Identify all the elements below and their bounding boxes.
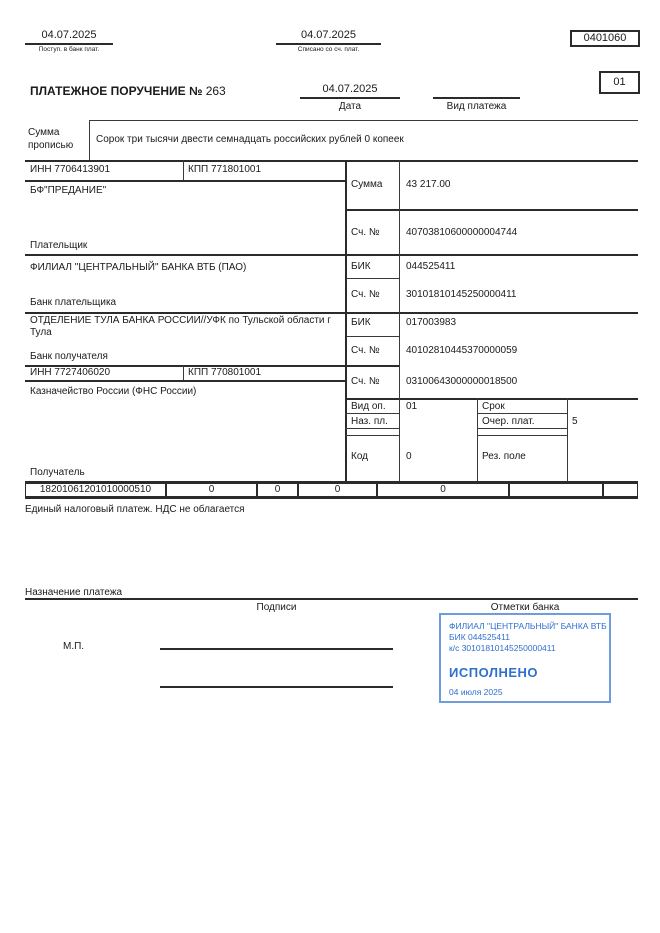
kod-label: Код [351, 451, 369, 462]
payee-account-label: Сч. № [351, 376, 380, 387]
payer-account-value: 40703810600000004744 [406, 227, 518, 238]
tax-type-cell [604, 484, 635, 496]
srok-label: Срок [482, 401, 505, 412]
payer-bank-bik-value: 044525411 [406, 261, 456, 272]
form-code-box: 0401060 [570, 30, 640, 47]
payer-inn: ИНН 7706413901 [30, 164, 111, 175]
payer-bank-account-value: 30101810145250000411 [406, 289, 517, 300]
payer-label: Плательщик [30, 240, 88, 251]
grid-line [345, 336, 399, 337]
payment-kind-box: 01 [599, 71, 640, 94]
grid-line [477, 398, 478, 481]
tax-period-cell: 0 [299, 484, 378, 496]
debited-date-caption: Списано со сч. плат. [297, 46, 360, 53]
grid-line [345, 278, 399, 279]
naz-pl-label: Наз. пл. [351, 416, 388, 427]
received-date-underline [25, 43, 113, 45]
grid-line [25, 180, 345, 182]
grid-line [345, 435, 399, 436]
signatures-label: Подписи [256, 602, 297, 613]
payee-label: Получатель [30, 467, 85, 478]
payee-bank-label: Банк получателя [30, 351, 108, 362]
sum-label: Сумма [351, 179, 383, 190]
ocher-plat-label: Очер. плат. [482, 416, 535, 427]
document-number: 263 [205, 84, 226, 98]
stamp-bik: БИК 044525411 [449, 632, 510, 642]
grid-line [567, 398, 568, 481]
document-date-underline [300, 97, 400, 99]
document-title [30, 84, 226, 98]
signature-line [160, 648, 393, 650]
grid-line [345, 398, 638, 400]
payer-bank-label: Банк плательщика [30, 297, 117, 308]
grid-line [345, 413, 399, 414]
grid-line [25, 254, 638, 256]
grid-line [183, 160, 184, 180]
payer-bank-account-label: Сч. № [351, 289, 380, 300]
bank-stamp [439, 613, 611, 703]
tax-docnum-cell: 0 [378, 484, 510, 496]
payer-account-label: Сч. № [351, 227, 380, 238]
vid-op-value: 01 [406, 401, 418, 412]
stamp-corr-account: к/с 30101810145250000411 [449, 643, 556, 653]
vid-op-label: Вид оп. [351, 401, 386, 412]
payer-bank-bik-label: БИК [351, 261, 371, 272]
received-date-caption: Поступ. в банк плат. [38, 46, 100, 53]
payment-type-caption: Вид платежа [446, 101, 507, 112]
payee-bank-account-value: 40102810445370000059 [406, 345, 518, 356]
bank-marks-label: Отметки банка [490, 602, 560, 613]
grid-line [345, 428, 399, 429]
amount-words-label: Сумма прописью [28, 127, 74, 151]
tax-fields-row [25, 483, 638, 499]
document-title-text: ПЛАТЕЖНОЕ ПОРУЧЕНИЕ № [30, 84, 203, 98]
payee-inn: ИНН 7727406020 [30, 367, 111, 378]
purpose-text: Единый налоговый платеж. НДС не облагается [25, 504, 245, 515]
payee-account-value: 03100643000000018500 [406, 376, 518, 387]
payee-kpp: КПП 770801001 [188, 367, 262, 378]
payee-bank-account-label: Сч. № [351, 345, 380, 356]
debited-date-underline [276, 43, 381, 45]
grid-line [477, 413, 567, 414]
payee-bank-bik-label: БИК [351, 317, 371, 328]
grid-line [477, 428, 567, 429]
grid-line [89, 120, 90, 160]
payee-name: Казначейство России (ФНС России) [30, 386, 197, 397]
grid-line [25, 312, 638, 314]
payer-bank-name: ФИЛИАЛ "ЦЕНТРАЛЬНЫЙ" БАНКА ВТБ (ПАО) [30, 262, 247, 273]
payee-bank-bik-value: 017003983 [406, 317, 457, 328]
kod-value: 0 [406, 451, 412, 462]
grid-line [25, 160, 638, 162]
ocher-plat-value: 5 [572, 416, 578, 427]
amount-words: Сорок три тысячи двести семнадцать российских рублей 0 копеек [96, 134, 404, 145]
tax-oktmo-cell: 0 [167, 484, 258, 496]
grid-line [345, 160, 347, 481]
payee-bank-name: ОТДЕЛЕНИЕ ТУЛА БАНКА РОССИИ//УФК по Тульской области г Тула [30, 315, 331, 338]
debited-date: 04.07.2025 [300, 29, 357, 41]
grid-line [25, 380, 345, 382]
stamp-bank-name: ФИЛИАЛ "ЦЕНТРАЛЬНЫЙ" БАНКА ВТБ [449, 621, 607, 631]
received-date: 04.07.2025 [41, 29, 97, 41]
grid-line [25, 598, 638, 600]
purpose-label: Назначение платежа [25, 587, 123, 598]
grid-line [345, 209, 638, 211]
stamp-status: ИСПОЛНЕНО [449, 665, 539, 680]
document-date: 04.07.2025 [322, 83, 378, 95]
grid-line [399, 160, 400, 481]
grid-line [477, 435, 567, 436]
rez-pole-label: Рез. поле [482, 451, 526, 462]
date-caption: Дата [338, 101, 362, 112]
sum-value: 43 217.00 [406, 179, 451, 190]
payment-type-underline [433, 97, 520, 99]
mp-label: М.П. [63, 641, 85, 652]
signature-line [160, 686, 393, 688]
payer-kpp: КПП 771801001 [188, 164, 262, 175]
tax-docdate-cell [510, 484, 604, 496]
grid-line [89, 120, 638, 121]
tax-basis-cell: 0 [258, 484, 299, 496]
payer-name: БФ"ПРЕДАНИЕ" [30, 185, 107, 196]
grid-line [183, 365, 184, 380]
tax-kbk-cell: 18201061201010000510 [26, 484, 167, 496]
stamp-date: 04 июля 2025 [449, 687, 503, 697]
